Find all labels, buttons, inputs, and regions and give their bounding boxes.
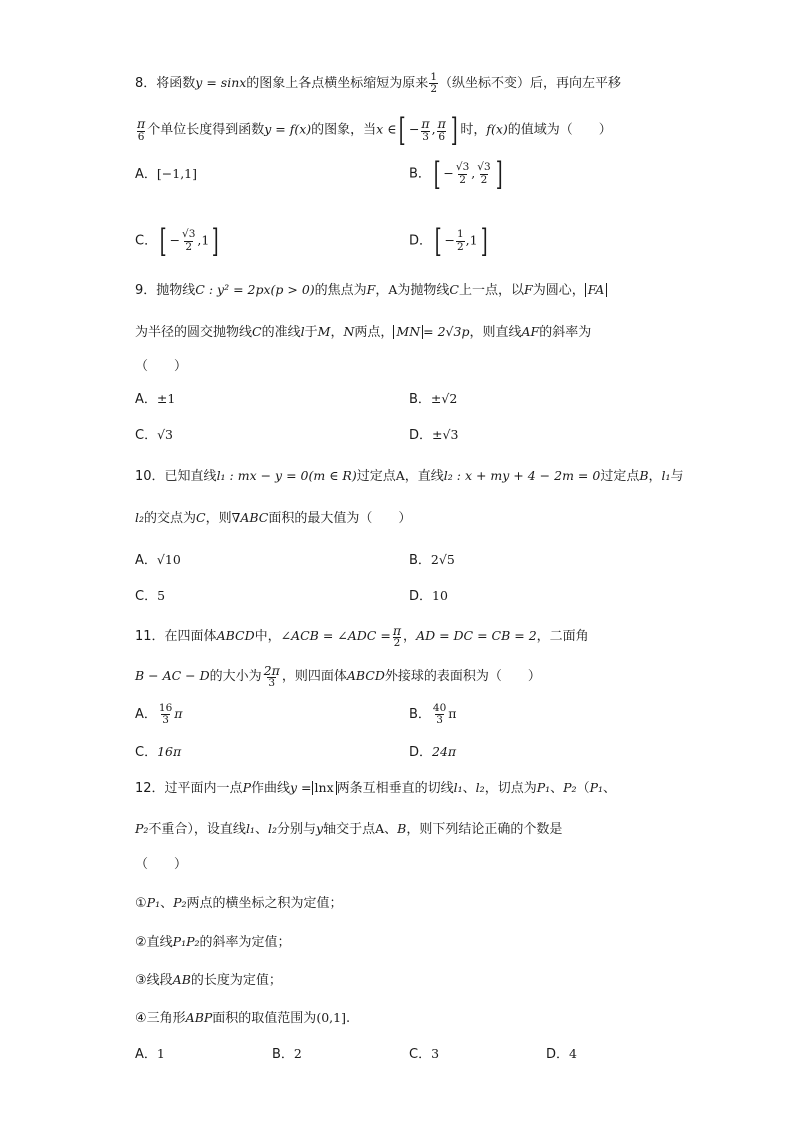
question-number: 9．: [135, 283, 157, 298]
question-number: 10．: [135, 469, 165, 484]
q11-option-c[interactable]: C．16π: [135, 744, 182, 760]
q10-option-a[interactable]: A．√10: [135, 552, 181, 568]
question-number: 11．: [135, 629, 165, 645]
q8-option-c[interactable]: C．[ − $\frac{√3}{2}$ ,1]: [135, 222, 220, 260]
q9-option-b[interactable]: B．±√2: [409, 391, 458, 407]
q8-stem-line1: 8．将函数y = sinx的图象上各点横坐标缩短为原来 $\frac{1}{2}$ （纵坐标不变）后，再向左平移: [135, 71, 622, 96]
q12-statement-4: ④三角形ABP面积的取值范围为(0,1].: [135, 1010, 351, 1026]
q11-stem-line2: B − AC − D的大小为 $\frac{2\pi}{3}$ ，则四面体ABCD外接球的表面积为（ ）: [135, 663, 541, 690]
q12-stem-line1: 12．过平面内一点P作曲线y = lnx 两条互相垂直的切线l₁、l₂，切点为P₁、P₂（P₁、: [135, 780, 617, 796]
q12-stem-line2: P₂不重合），设直线l₁、l₂分别与y轴交于点A、B，则下列结论正确的个数是: [135, 821, 563, 837]
abs-fa: FA: [585, 283, 608, 297]
q11-option-b[interactable]: B． $\frac{40}{3}$ π: [409, 702, 457, 727]
q9-stem-line2: 为半径的圆交抛物线C的准线l于M，N两点， MN = 2√3p，则直线AF的斜率为: [135, 324, 592, 340]
q10-option-b[interactable]: B．2√5: [409, 552, 455, 568]
question-number: 8．: [135, 76, 157, 92]
q12-option-d[interactable]: D．4: [546, 1046, 577, 1062]
q12-option-c[interactable]: C．3: [409, 1046, 440, 1062]
question-number: 12．: [135, 781, 165, 796]
q8-stem-line2: $\frac{\pi}{6}$ 个单位长度得到函数y = f(x)的图象，当x ∈[ − $\frac{\pi}{3}$ , $\frac{\pi}{6}$ ] 时，f(x)的值域为（ ）: [137, 111, 612, 149]
q8-option-b[interactable]: B．[ − $\frac{√3}{2}$ , $\frac{√3}{2}$ ]: [409, 155, 503, 193]
q9-option-a[interactable]: A．±1: [135, 391, 176, 407]
q12-statement-1: ①P₁、P₂两点的横坐标之积为定值；: [135, 895, 343, 911]
q12-statement-3: ③线段AB的长度为定值；: [135, 972, 282, 988]
q11-option-a[interactable]: A． $\frac{16}{3}$ π: [135, 702, 183, 727]
q10-option-d[interactable]: D．10: [409, 588, 448, 604]
q9-stem-line1: 9．抛物线C : y² = 2px(p > 0)的焦点为F，A为抛物线C上一点，以F为圆心， FA: [135, 283, 607, 297]
q12-option-b[interactable]: B．2: [272, 1046, 302, 1062]
q12-statement-2: ②直线P₁P₂的斜率为定值；: [135, 934, 291, 950]
q12-answer-paren: （ ）: [135, 857, 188, 872]
abs-mn: MN: [393, 325, 423, 339]
q9-option-c[interactable]: C．√3: [135, 427, 173, 443]
fraction-half: $\frac{1}{2}$: [430, 71, 437, 96]
q10-option-c[interactable]: C．5: [135, 588, 166, 604]
fraction-pi-6: $\frac{\pi}{6}$: [137, 116, 146, 143]
q8-option-d[interactable]: D．[ − $\frac{1}{2}$ ,1]: [409, 222, 488, 260]
q12-option-a[interactable]: A．1: [135, 1046, 165, 1062]
q11-option-d[interactable]: D．24π: [409, 744, 457, 760]
q10-stem-line1: 10．已知直线l₁ : mx − y = 0(m ∈ R)过定点A，直线l₂ : x + my + 4 − 2m = 0过定点B，l₁与: [135, 468, 684, 484]
q11-stem-line1: 11．在四面体ABCD中，∠ACB = ∠ADC = $\frac{\pi}{2}$ ，AD = DC = CB = 2，二面角: [135, 623, 589, 650]
q10-stem-line2: l₂的交点为C，则∇ABC面积的最大值为（ ）: [135, 510, 412, 526]
q9-answer-paren: （ ）: [135, 359, 188, 374]
abs-lnx: lnx: [312, 781, 337, 795]
q9-option-d[interactable]: D．±√3: [409, 427, 459, 443]
q8-option-a[interactable]: A．[−1,1]: [135, 166, 198, 182]
